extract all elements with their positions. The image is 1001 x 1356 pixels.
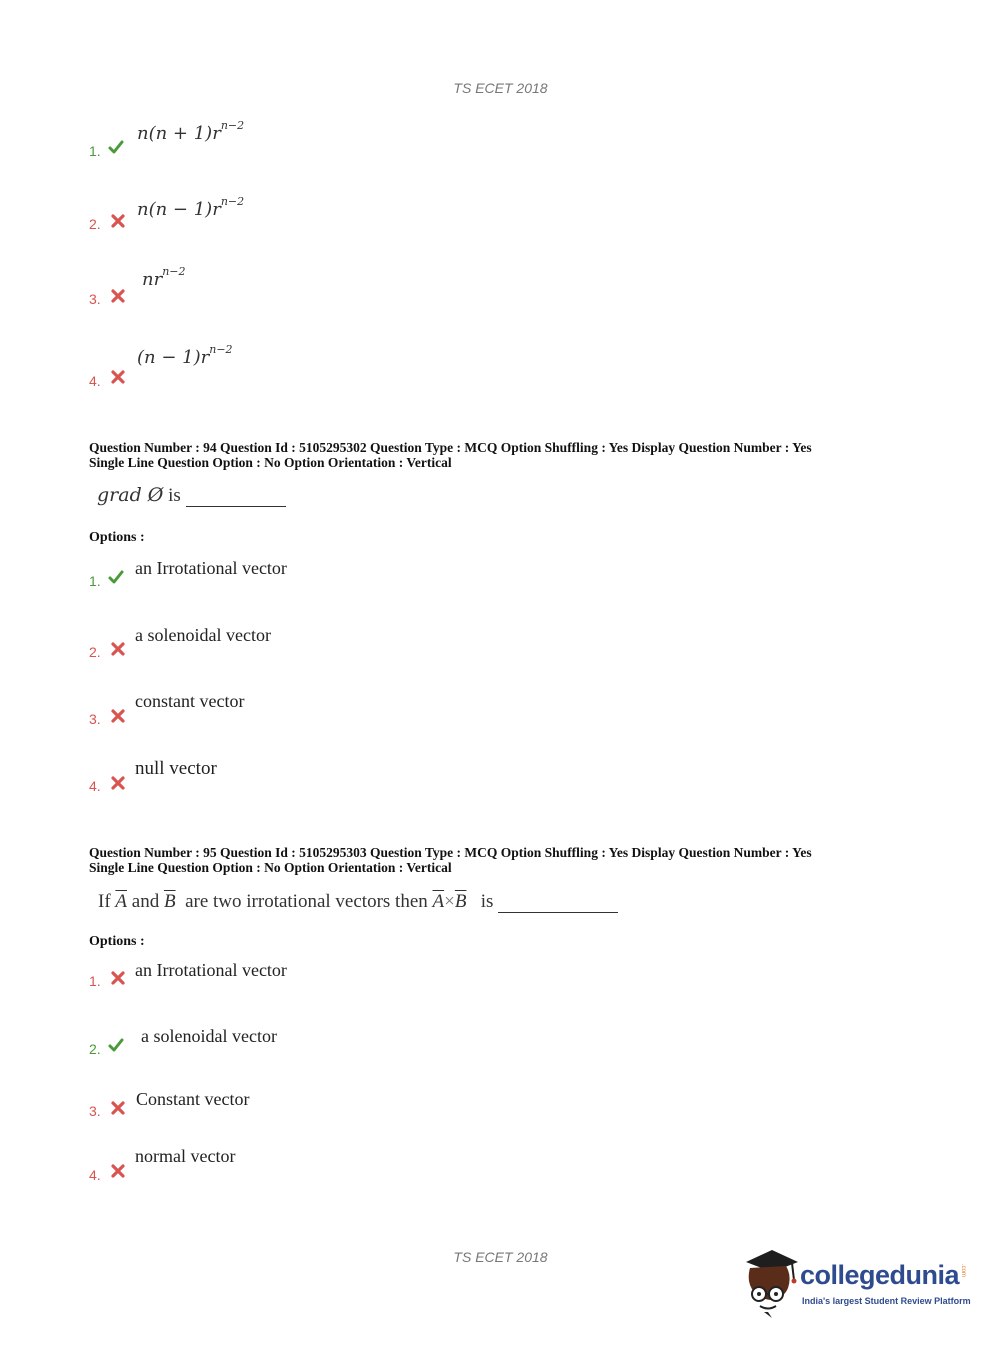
q95-option-4-text: normal vector bbox=[135, 1146, 236, 1166]
q95-vector-a: $\overline{A}$ bbox=[115, 891, 128, 912]
q94-option-3-text: constant vector bbox=[135, 691, 245, 711]
q94-question bbox=[97, 484, 286, 507]
prev-option-1-text: $n(n + 1)r^{n-2}$ bbox=[137, 119, 245, 144]
q95-question bbox=[98, 891, 618, 913]
cross-icon bbox=[110, 213, 126, 229]
q95-option-1-number: 1. bbox=[89, 973, 101, 989]
q94-question-math: grad Ø bbox=[97, 484, 164, 506]
cross-icon bbox=[110, 641, 126, 657]
cross-icon bbox=[110, 1100, 126, 1116]
logo-com: .com bbox=[960, 1264, 966, 1278]
check-icon bbox=[108, 1037, 124, 1053]
cross-icon bbox=[110, 369, 126, 385]
prev-option-1-number: 1. bbox=[89, 143, 101, 159]
answer-blank bbox=[498, 894, 618, 913]
q95-vector-b: $\overline{B}$ bbox=[163, 891, 176, 912]
q95-meta-line-1: Question Number : 95 Question Id : 5105295303 Question Type : MCQ Option Shuffling : Yes Display Question Number : Yes bbox=[89, 845, 812, 860]
cross-icon bbox=[110, 708, 126, 724]
prev-option-3-text: $nr^{n-2}$ bbox=[142, 265, 186, 290]
collegedunia-logo bbox=[742, 1248, 972, 1318]
q94-option-2-number: 2. bbox=[89, 644, 101, 660]
q94-option-1-number: 1. bbox=[89, 573, 101, 589]
prev-option-2-number: 2. bbox=[89, 216, 101, 232]
check-icon bbox=[108, 569, 124, 585]
q95-options-label: Options : bbox=[89, 934, 145, 949]
q94-question-is: is bbox=[168, 485, 181, 506]
answer-blank bbox=[186, 488, 286, 507]
cross-icon bbox=[110, 970, 126, 986]
q95-times: × bbox=[444, 891, 455, 912]
q94-option-4-number: 4. bbox=[89, 778, 101, 794]
q95-if: If bbox=[98, 891, 111, 912]
q95-is: is bbox=[480, 891, 494, 912]
q95-meta-line-2: Single Line Question Option : No Option Orientation : Vertical bbox=[89, 860, 452, 875]
q94-option-4-text: null vector bbox=[135, 758, 217, 779]
prev-option-4-number: 4. bbox=[89, 373, 101, 389]
cross-icon bbox=[110, 1163, 126, 1179]
prev-option-4-text: $(n - 1)r^{n-2}$ bbox=[137, 343, 233, 368]
q95-option-4-number: 4. bbox=[89, 1167, 101, 1183]
mascot-icon bbox=[742, 1248, 800, 1318]
q94-option-3-number: 3. bbox=[89, 711, 101, 727]
q95-and: and bbox=[131, 891, 160, 912]
page-header: TS ECET 2018 bbox=[453, 80, 548, 96]
q95-option-3-text: Constant vector bbox=[136, 1089, 250, 1109]
q95-option-2-number: 2. bbox=[89, 1041, 101, 1057]
q94-option-1-text: an Irrotational vector bbox=[135, 558, 287, 578]
q95-vector-a2: $\overline{A}$ bbox=[432, 891, 445, 912]
q95-option-2-text: a solenoidal vector bbox=[141, 1026, 277, 1046]
q94-option-2-text: a solenoidal vector bbox=[135, 625, 271, 645]
q95-mid-text: are two irrotational vectors then bbox=[185, 891, 428, 912]
q94-meta-line-2: Single Line Question Option : No Option Orientation : Vertical bbox=[89, 455, 452, 470]
prev-option-2-text: $n(n - 1)r^{n-2}$ bbox=[137, 195, 245, 220]
cross-icon bbox=[110, 775, 126, 791]
logo-wordmark: collegedunia bbox=[800, 1260, 960, 1290]
cross-icon bbox=[110, 288, 126, 304]
q94-meta-line-1: Question Number : 94 Question Id : 5105295302 Question Type : MCQ Option Shuffling : Yes Display Question Number : Yes bbox=[89, 440, 812, 455]
logo-tagline: India's largest Student Review Platform bbox=[802, 1296, 971, 1306]
q94-options-label: Options : bbox=[89, 530, 145, 545]
q95-option-3-number: 3. bbox=[89, 1103, 101, 1119]
prev-option-3-number: 3. bbox=[89, 291, 101, 307]
q95-vector-b2: $\overline{B}$ bbox=[454, 891, 467, 912]
page-footer: TS ECET 2018 bbox=[453, 1249, 548, 1265]
q95-option-1-text: an Irrotational vector bbox=[135, 960, 287, 980]
check-icon bbox=[108, 139, 124, 155]
